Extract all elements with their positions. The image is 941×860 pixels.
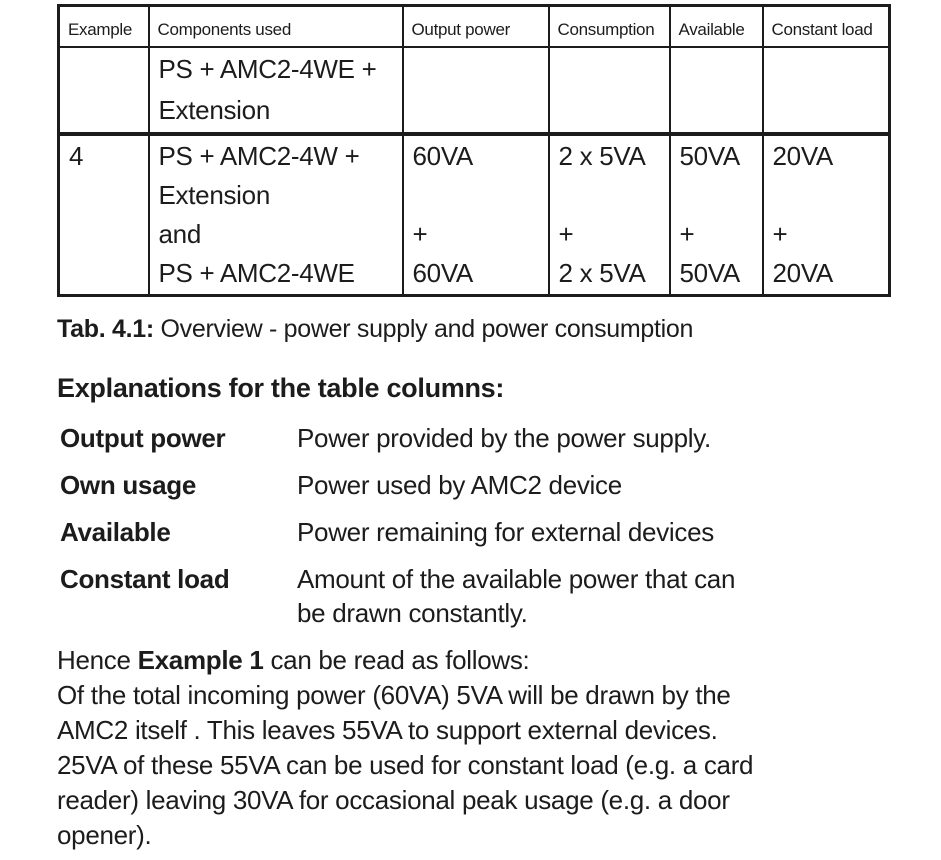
paragraph-line: Of the total incoming power (60VA) 5VA will be drawn by the — [57, 679, 731, 710]
header-cell-components-used: Components used — [149, 6, 403, 47]
definition-description — [297, 468, 622, 502]
paragraph-line: opener). — [57, 819, 152, 850]
cell-line — [773, 176, 885, 215]
cell-line: PS + AMC2-4WE + — [158, 53, 377, 84]
cell-example — [59, 134, 149, 296]
paragraph-line: 25VA of these 55VA can be used for constant load (e.g. a card — [57, 749, 754, 780]
cell-line: PS + AMC2-4W + — [158, 140, 360, 171]
caption-text: Overview - power supply and power consumption — [160, 314, 694, 343]
cell-components — [149, 134, 403, 296]
cell-line: Extension — [158, 179, 270, 210]
definition-term: Available — [60, 516, 171, 547]
header-cell-constant-load: Constant load — [763, 6, 890, 47]
header-cell-output-power: Output power — [403, 6, 549, 47]
cell-line: 60VA — [412, 140, 473, 171]
header-cell-available: Available — [670, 6, 763, 47]
definition-row — [60, 515, 941, 549]
cell-constant-load — [763, 134, 890, 296]
intro-suffix: can be read as follows: — [263, 644, 530, 675]
definition-line: Amount of the available power that can — [297, 563, 736, 594]
table-row — [59, 47, 890, 134]
definition-description — [297, 515, 714, 549]
explanations-heading: Explanations for the table columns: — [57, 372, 505, 403]
cell-line: 2 x 5VA — [558, 140, 646, 171]
power-consumption-table — [57, 4, 891, 297]
cell-available — [670, 47, 763, 134]
cell-consumption — [549, 47, 670, 134]
paragraph-line: AMC2 itself . This leaves 55VA to support external devices. — [57, 714, 718, 745]
cell-line: 2 x 5VA — [558, 257, 646, 288]
cell-line — [680, 176, 758, 215]
cell-consumption — [549, 134, 670, 296]
cell-line: PS + AMC2-4WE — [158, 257, 355, 288]
example-paragraph — [57, 643, 941, 853]
example-1-bold: Example 1 — [137, 644, 264, 675]
definition-line: Power used by AMC2 device — [297, 469, 622, 500]
cell-line: Extension — [158, 94, 270, 125]
definition-list — [60, 421, 941, 630]
definition-line: Power provided by the power supply. — [297, 422, 711, 453]
definition-term: Own usage — [60, 469, 196, 500]
table-header-row — [59, 6, 890, 47]
cell-line: + — [558, 218, 574, 249]
cell-available — [670, 134, 763, 296]
cell-constant-load — [763, 47, 890, 134]
table-row — [59, 134, 890, 296]
caption-label: Tab. 4.1: — [57, 314, 154, 343]
cell-line — [559, 176, 665, 215]
cell-line: + — [412, 218, 428, 249]
cell-line: 60VA — [412, 257, 473, 288]
definition-term: Constant load — [60, 563, 230, 594]
definition-term: Output power — [60, 422, 226, 453]
definition-description — [297, 421, 711, 455]
definition-line: Power remaining for external devices — [297, 516, 714, 547]
intro-prefix: Hence — [57, 644, 138, 675]
cell-components — [149, 47, 403, 134]
definition-row — [60, 562, 941, 630]
cell-line: 20VA — [772, 257, 833, 288]
definition-row — [60, 421, 941, 455]
cell-line: 50VA — [679, 140, 740, 171]
definition-row — [60, 468, 941, 502]
cell-line: and — [158, 218, 201, 249]
cell-output-power — [403, 47, 549, 134]
definition-line: be drawn constantly. — [297, 597, 528, 628]
cell-line: + — [679, 218, 695, 249]
cell-line: 20VA — [772, 140, 833, 171]
cell-line: 4 — [69, 140, 84, 171]
header-cell-consumption: Consumption — [549, 6, 670, 47]
paragraph-line: reader) leaving 30VA for occasional peak usage (e.g. a door — [57, 784, 730, 815]
definition-description — [297, 562, 735, 630]
header-cell-example: Example — [59, 6, 149, 47]
cell-output-power — [403, 134, 549, 296]
paragraph-intro-line — [57, 643, 941, 678]
cell-line — [413, 176, 544, 215]
cell-example — [59, 47, 149, 134]
cell-line: + — [772, 218, 788, 249]
cell-line: 50VA — [679, 257, 740, 288]
table-caption — [57, 315, 941, 344]
